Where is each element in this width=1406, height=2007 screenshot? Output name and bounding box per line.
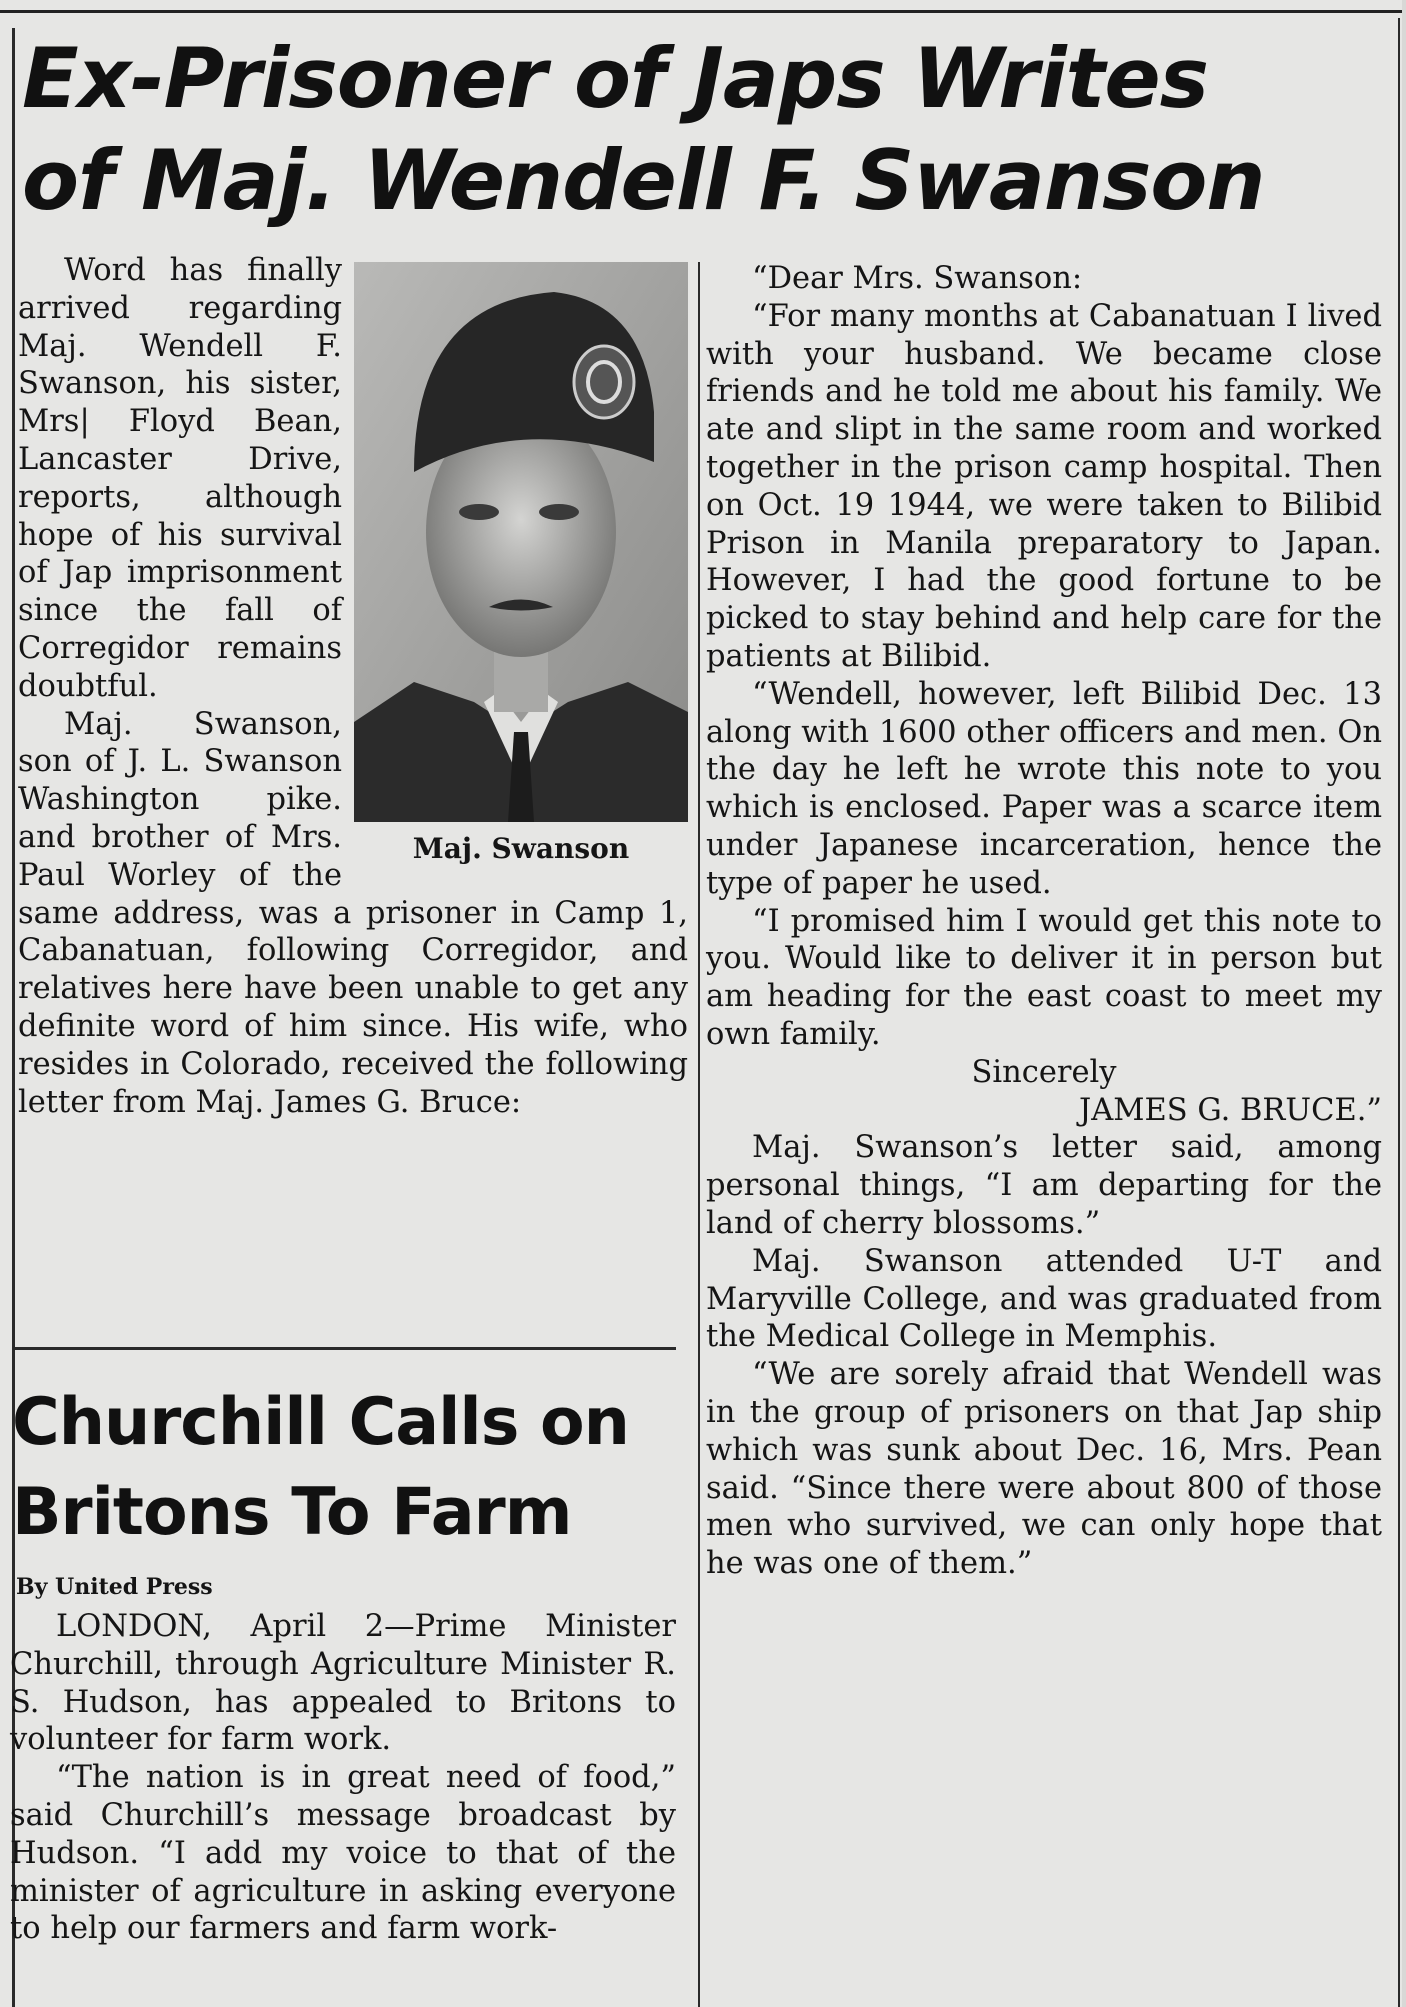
article-separator-rule — [14, 1347, 676, 1350]
letter-closing: Sincerely — [971, 1054, 1117, 1090]
second-article-body — [10, 1608, 676, 1948]
portrait-image — [354, 262, 688, 822]
right-column-article — [706, 260, 1382, 1583]
portrait-photo — [354, 262, 688, 865]
letter-paragraph-3: “I promised him I would get this note to you. Would like to deliver it in person but am heading for the east coast to meet my own family. — [706, 903, 1382, 1052]
second-paragraph-2: “The nation is in great need of food,” said Churchill’s message broadcast by Hudson. “I add my voice to that of the minister of agriculture in asking everyone to help our farmers and farm work- — [10, 1760, 676, 1947]
paragraph-2: Maj. Swanson, son of J. L. Swanson Washington pike. and brother of Mrs. Paul Worley of the same address, was a prisoner in Camp 1, Cabanatuan, following Corregidor, and relatives here have been unable to get any definite word of him since. His wife, who resides in Colorado, received the following letter from Maj. James G. Bruce: — [18, 706, 688, 1120]
adjacent-column-edge — [1402, 0, 1406, 2007]
photo-caption: Maj. Swanson — [412, 832, 630, 865]
byline: By United Press — [16, 1574, 213, 1600]
left-column-article — [18, 252, 688, 1332]
top-rule — [0, 10, 1406, 13]
right-column-rule — [1398, 18, 1400, 2007]
main-headline: Ex-Prisoner of Japs Writes of Maj. Wendell F. Swanson — [22, 30, 1265, 229]
article-paragraph-ship: “We are sorely afraid that Wendell was in the group of prisoners on that Jap ship which was sunk about Dec. 16, Mrs. Pean said. “Since there were about 800 of those men who survived, we can only hope that he was one of them.” — [706, 1357, 1382, 1582]
middle-column-rule — [698, 262, 700, 2007]
paragraph-1: Word has finally arrived regarding Maj. Wendell F. Swanson, his sister, Mrs| Floyd Bean, Lancaster Drive, reports, although hope of his survival of Jap imprisonment since the fall of Corregidor remains doubtful. — [18, 253, 342, 704]
second-paragraph-1: LONDON, April 2—Prime Minister Churchill, through Agriculture Minister R. S. Hudson, has appealed to Britons to volunteer for farm work. — [10, 1609, 676, 1758]
letter-paragraph-2: “Wendell, however, left Bilibid Dec. 13 along with 1600 other officers and men. On the day he left he wrote this note to you which is enclosed. Paper was a scarce item under Japanese incarceration, hence the type of paper he used. — [706, 676, 1382, 901]
second-headline: Churchill Calls on Britons To Farm — [12, 1385, 629, 1550]
article-paragraph-letter: Maj. Swanson’s letter said, among personal things, “I am departing for the land of cherry blossoms.” — [706, 1130, 1382, 1241]
letter-paragraph-1: “For many months at Cabanatuan I lived with your husband. We became close friends and he told me about his family. We ate and slipt in the same room and worked together in the prison camp hospital. Then on Oct. 19 1944, we were taken to Bilibid Prison in Manila preparatory to Japan. However, I had the good fortune to be picked to stay behind and help care for the patients at Bilibid. — [706, 298, 1382, 674]
article-paragraph-education: Maj. Swanson attended U-T and Maryville College, and was graduated from the Medical College in Memphis. — [706, 1243, 1382, 1355]
letter-salutation: “Dear Mrs. Swanson: — [752, 261, 1083, 296]
letter-signature: JAMES G. BRUCE.” — [1079, 1092, 1382, 1128]
